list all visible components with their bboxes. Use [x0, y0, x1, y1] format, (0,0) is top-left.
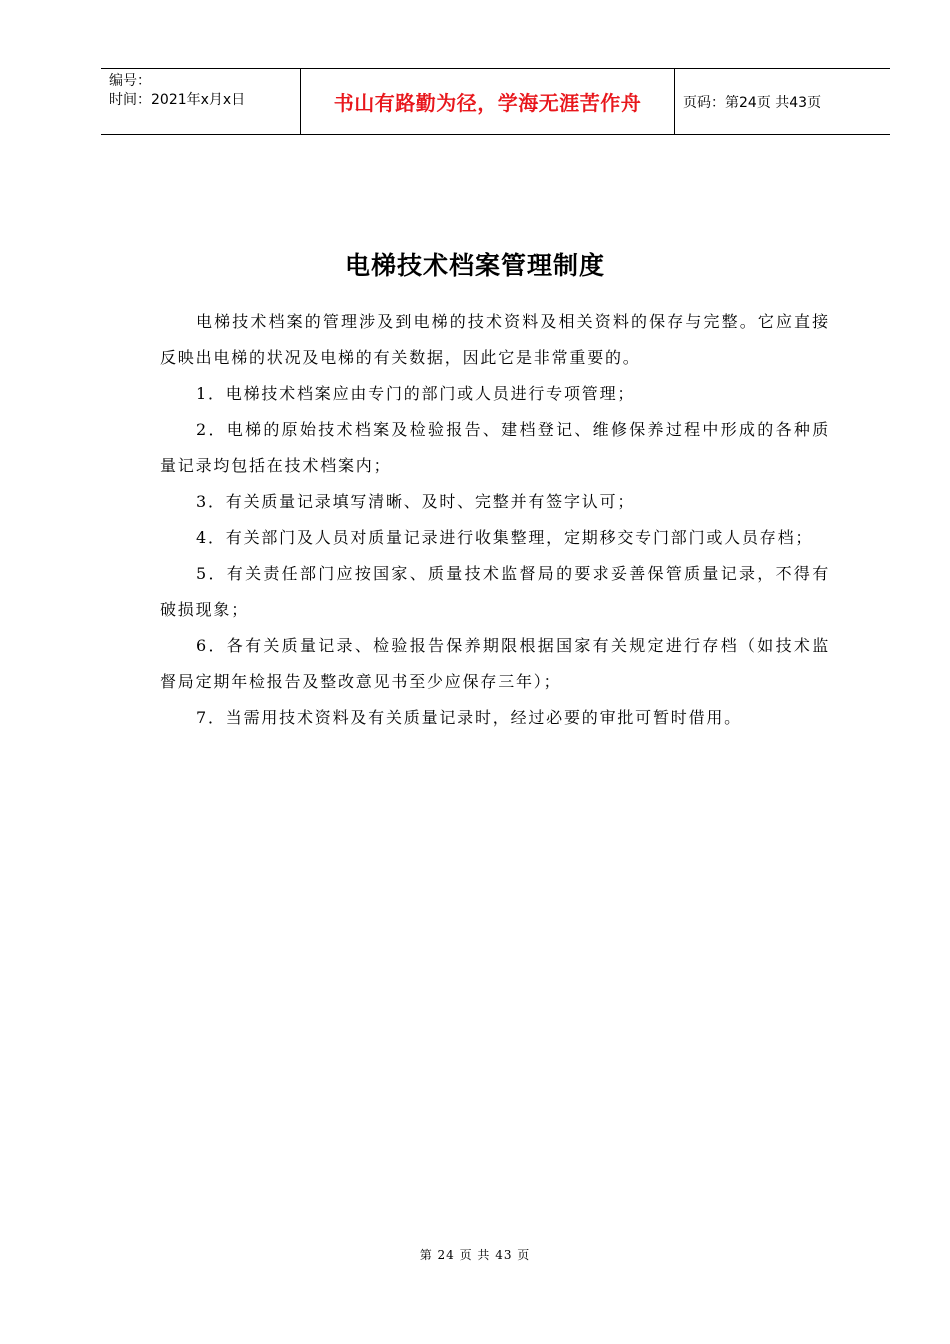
document-time: 时间：2021年x月x日 [109, 92, 246, 108]
paragraph-item-4: 4．有关部门及人员对质量记录进行收集整理，定期移交专门部门或人员存档； [196, 528, 814, 547]
paragraph-item-2: 2．电梯的原始技术档案及检验报告、建档登记、维修保养过程中形成的各种质量记录均包括在技术档案内； [160, 420, 830, 475]
header-page-info: 页码：第24页 共43页 [683, 94, 822, 111]
paragraph-item-1: 1．电梯技术档案应由专门的部门或人员进行专项管理； [196, 384, 636, 403]
paragraph-item-5: 5．有关责任部门应按国家、质量技术监督局的要求妥善保管质量记录，不得有破损现象； [160, 564, 830, 619]
page-header [101, 68, 890, 135]
header-motto: 书山有路勤为径，学海无涯苦作舟 [301, 69, 675, 134]
paragraph-item-6: 6．各有关质量记录、检验报告保养期限根据国家有关规定进行存档（如技术监督局定期年检报告及整改意见书至少应保存三年）； [160, 636, 830, 691]
document-body [160, 304, 830, 736]
document-number: 编号： [109, 73, 151, 89]
paragraph-intro: 电梯技术档案的管理涉及到电梯的技术资料及相关资料的保存与完整。它应直接反映出电梯的状况及电梯的有关数据，因此它是非常重要的。 [160, 312, 830, 367]
header-meta [101, 69, 301, 134]
document-title: 电梯技术档案管理制度 [344, 251, 605, 280]
paragraph-item-3: 3．有关质量记录填写清晰、及时、完整并有签字认可； [196, 492, 636, 511]
paragraph-item-7: 7．当需用技术资料及有关质量记录时，经过必要的审批可暂时借用。 [196, 708, 742, 727]
page-footer: 第 24 页 共 43 页 [419, 1248, 531, 1262]
